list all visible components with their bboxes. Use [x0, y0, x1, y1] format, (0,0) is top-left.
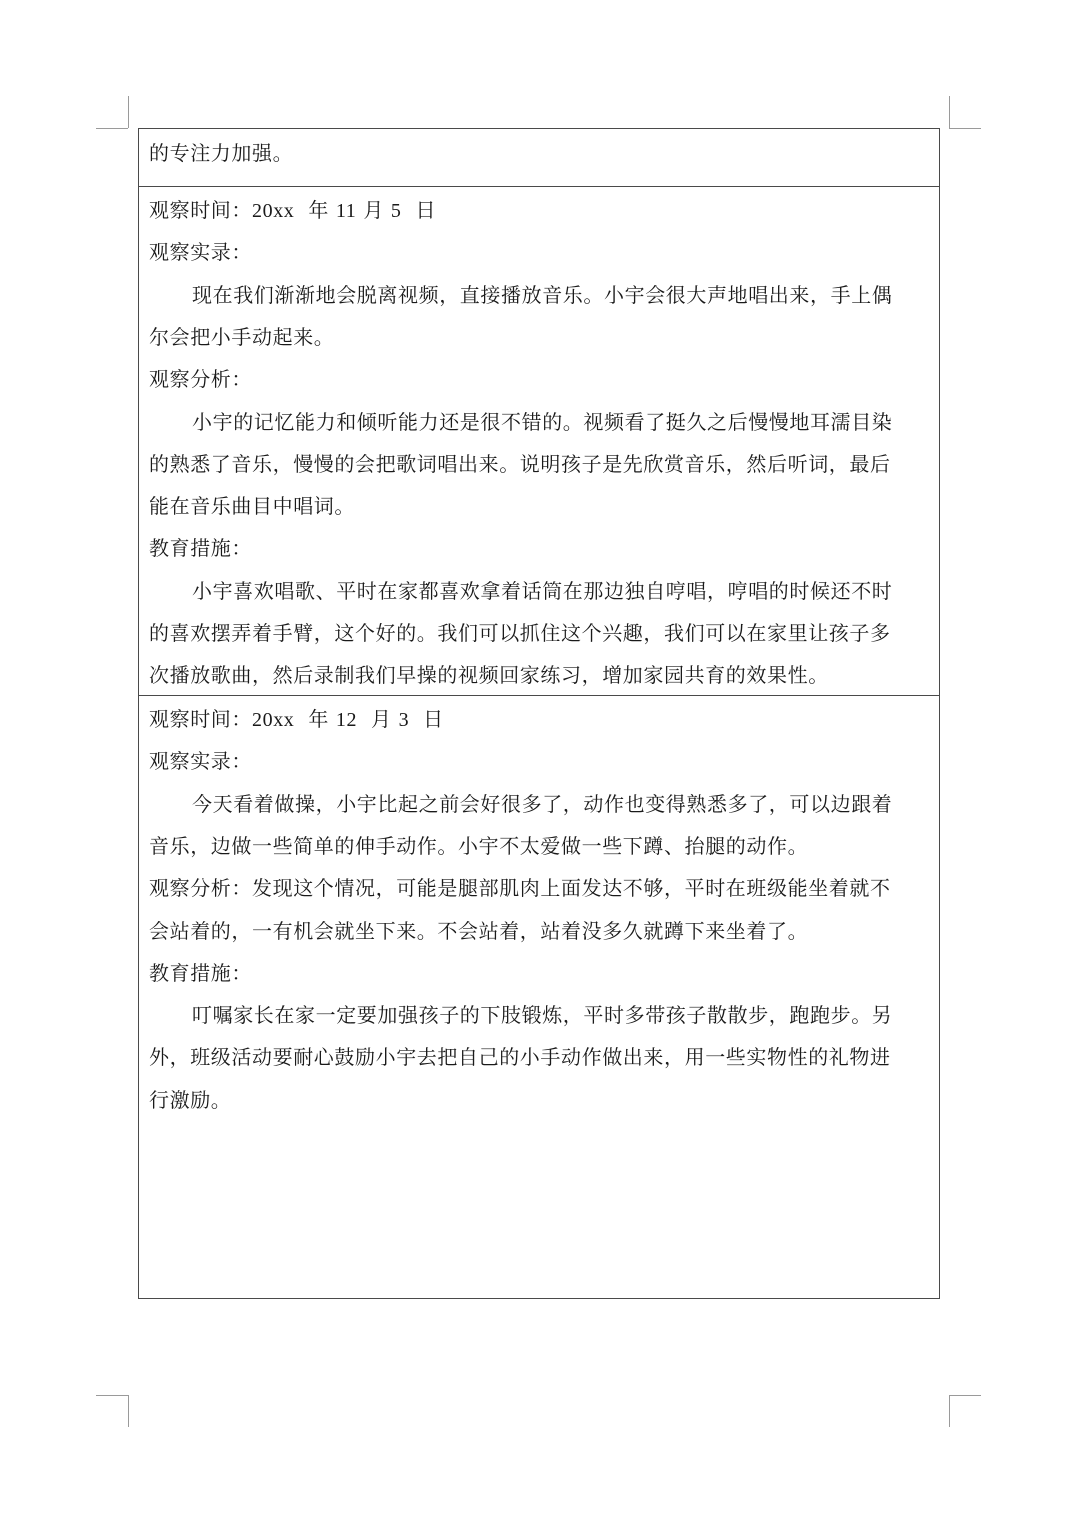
table-row-observation-dec: [139, 696, 939, 1298]
measures-line: 外，班级活动要耐心鼓励小宇去把自己的小手动作做出来，用一些实物性的礼物进: [149, 1045, 891, 1069]
analysis-line: 小宇的记忆能力和倾听能力还是很不错的。视频看了挺久之后慢慢地耳濡目染: [192, 410, 893, 434]
measures-line: 行激励。: [149, 1088, 232, 1112]
crop-mark-bottom-left-h: [96, 1395, 128, 1396]
measures-line: 次播放歌曲，然后录制我们早操的视频回家练习，增加家园共育的效果性。: [149, 663, 829, 687]
time-year-unit: 年: [308, 198, 329, 222]
measures-line: 的喜欢摆弄着手臂，这个好的。我们可以抓住这个兴趣，我们可以在家里让孩子多: [149, 621, 891, 645]
record-label: 观察实录：: [149, 240, 252, 264]
time-month-unit: 月: [371, 707, 392, 731]
analysis-line: 能在音乐曲目中唱词。: [149, 494, 355, 518]
record-line: 现在我们渐渐地会脱离视频，直接播放音乐。小宇会很大声地唱出来，手上偶: [192, 283, 893, 307]
observation-time: [149, 196, 931, 225]
measures-line: 叮嘱家长在家一定要加强孩子的下肢锻炼，平时多带孩子散散步，跑跑步。另: [192, 1003, 893, 1027]
time-year: 20xx: [252, 709, 295, 731]
time-month-unit: 月: [363, 198, 384, 222]
crop-mark-bottom-right-h: [949, 1395, 981, 1396]
table-row-continuation: [139, 129, 939, 187]
record-line: 音乐，边做一些简单的伸手动作。小宇不太爱做一些下蹲、抬腿的动作。: [149, 834, 809, 858]
time-year-unit: 年: [308, 707, 329, 731]
measures-label: 教育措施：: [149, 961, 252, 985]
time-label: 观察时间：: [149, 198, 252, 222]
analysis-line: 会站着的，一有机会就坐下来。不会站着，站着没多久就蹲下来坐着了。: [149, 919, 809, 943]
time-month: 11: [335, 200, 357, 222]
crop-mark-top-right-v: [949, 96, 950, 128]
time-day: 5: [390, 200, 402, 222]
analysis-line: 的熟悉了音乐，慢慢的会把歌词唱出来。说明孩子是先欣赏音乐，然后听词，最后: [149, 452, 891, 476]
time-year: 20xx: [252, 200, 295, 222]
record-line: 今天看着做操，小宇比起之前会好很多了，动作也变得熟悉多了，可以边跟着: [192, 792, 893, 816]
observation-time: [149, 705, 931, 734]
crop-mark-bottom-left-v: [128, 1395, 129, 1427]
measures-label: 教育措施：: [149, 536, 252, 560]
time-day-unit: 日: [423, 707, 444, 731]
crop-mark-top-left-h: [96, 128, 128, 129]
observation-table: [138, 128, 940, 1299]
time-day: 3: [398, 709, 410, 731]
analysis-label: 观察分析：: [149, 367, 252, 391]
time-label: 观察时间：: [149, 707, 252, 731]
record-label: 观察实录：: [149, 749, 252, 773]
time-month: 12: [335, 709, 358, 731]
crop-mark-top-right-h: [949, 128, 981, 129]
table-row-observation-nov: [139, 187, 939, 696]
record-line: 尔会把小手动起来。: [149, 325, 335, 349]
text-line: 的专注力加强。: [149, 141, 294, 165]
crop-mark-bottom-right-v: [949, 1395, 950, 1427]
crop-mark-top-left-v: [128, 96, 129, 128]
measures-line: 小宇喜欢唱歌、平时在家都喜欢拿着话筒在那边独自哼唱，哼唱的时候还不时: [192, 579, 893, 603]
analysis-line: 观察分析：发现这个情况，可能是腿部肌肉上面发达不够，平时在班级能坐着就不: [149, 876, 891, 900]
time-day-unit: 日: [415, 198, 437, 222]
